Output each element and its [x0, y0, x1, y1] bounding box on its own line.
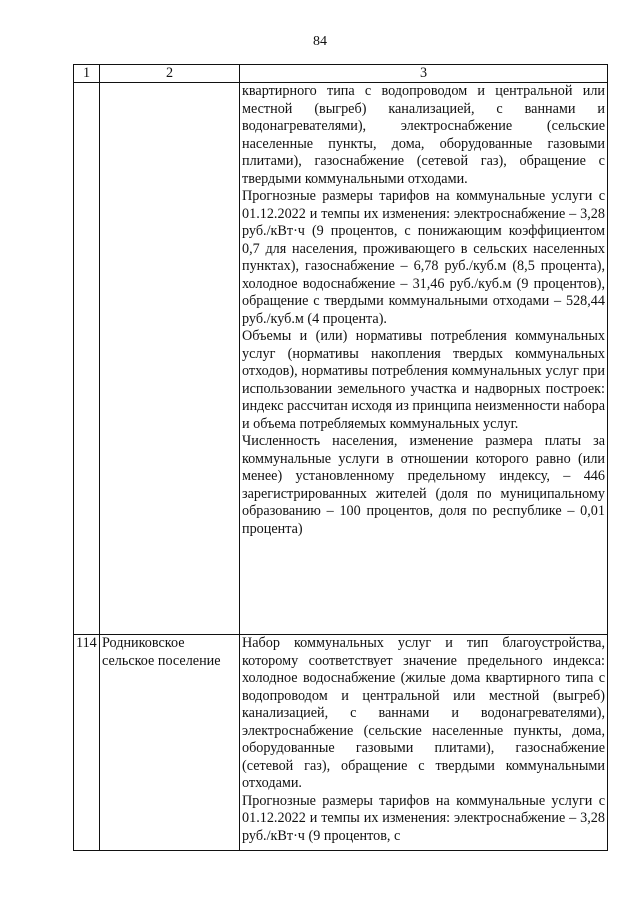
paragraph-volumes: Объемы и (или) нормативы потребления коммунальных услуг (нормативы накопления твердых коммунальных отходов), нормативы потребления коммунальных услуг при использовании земельного участка и надворных построек: индекс рассчитан исходя из принципа неизменности набора и объема потребляемых коммунальных услуг. [242, 328, 605, 432]
column-header-3: 3 [240, 65, 608, 83]
paragraph-service-set: квартирного типа с водопроводом и центральной или местной (выгреб) канализацией, с ваннами и водонагревателями), электроснабжение (сельские населенные пункты, дома, оборудованные газовыми плитами), газоснабжение (сетевой газ), обращение с твердыми коммунальными отходами. [242, 83, 605, 187]
paragraph-tariffs: Прогнозные размеры тарифов на коммунальные услуги с 01.12.2022 и темпы их изменения: электроснабжение – 3,28 руб./кВт·ч (9 процентов, с [242, 792, 605, 844]
table-row [74, 83, 608, 635]
tariff-table [73, 64, 608, 851]
column-header-2: 2 [100, 65, 240, 83]
row-number [74, 83, 100, 635]
row-number: 114 [74, 635, 100, 851]
row-description [240, 635, 608, 851]
paragraph-service-set: Набор коммунальных услуг и тип благоустройства, которому соответствует значение предельного индекса: холодное водоснабжение (жилые дома квартирного типа с водопроводом и центральной или местной (выгреб) канализацией, с ваннами и водонагревателями), электроснабжение (сельские населенные пункты, дома, оборудованные газовыми плитами), газоснабжение (сетевой газ), обращение с твердыми коммунальными отходами. [242, 635, 605, 791]
paragraph-tariffs: Прогнозные размеры тарифов на коммунальные услуги с 01.12.2022 и темпы их изменения: электроснабжение – 3,28 руб./кВт·ч (9 процентов, с понижающим коэффициентом 0,7 для населения, проживающего в сельских населенных пунктах), газоснабжение – 6,78 руб./куб.м (8,5 процента), холодное водоснабжение – 31,46 руб./куб.м (9 процентов), обращение с твердыми коммунальными отходами – 528,44 руб./куб.м (4 процента). [242, 188, 605, 327]
column-header-1: 1 [74, 65, 100, 83]
municipality-name: Родниковское сельское поселение [100, 635, 240, 851]
page-number: 84 [313, 34, 327, 49]
table-row [74, 635, 608, 851]
municipality-name [100, 83, 240, 635]
row-description [240, 83, 608, 635]
table-header-row [74, 65, 608, 83]
paragraph-population: Численность населения, изменение размера платы за коммунальные услуги в отношении которого равно (или менее) установленному предельному индексу, – 446 зарегистрированных жителей (доля по муниципальному образованию – 100 процентов, доля по республике – 0,01 процента) [242, 433, 605, 537]
